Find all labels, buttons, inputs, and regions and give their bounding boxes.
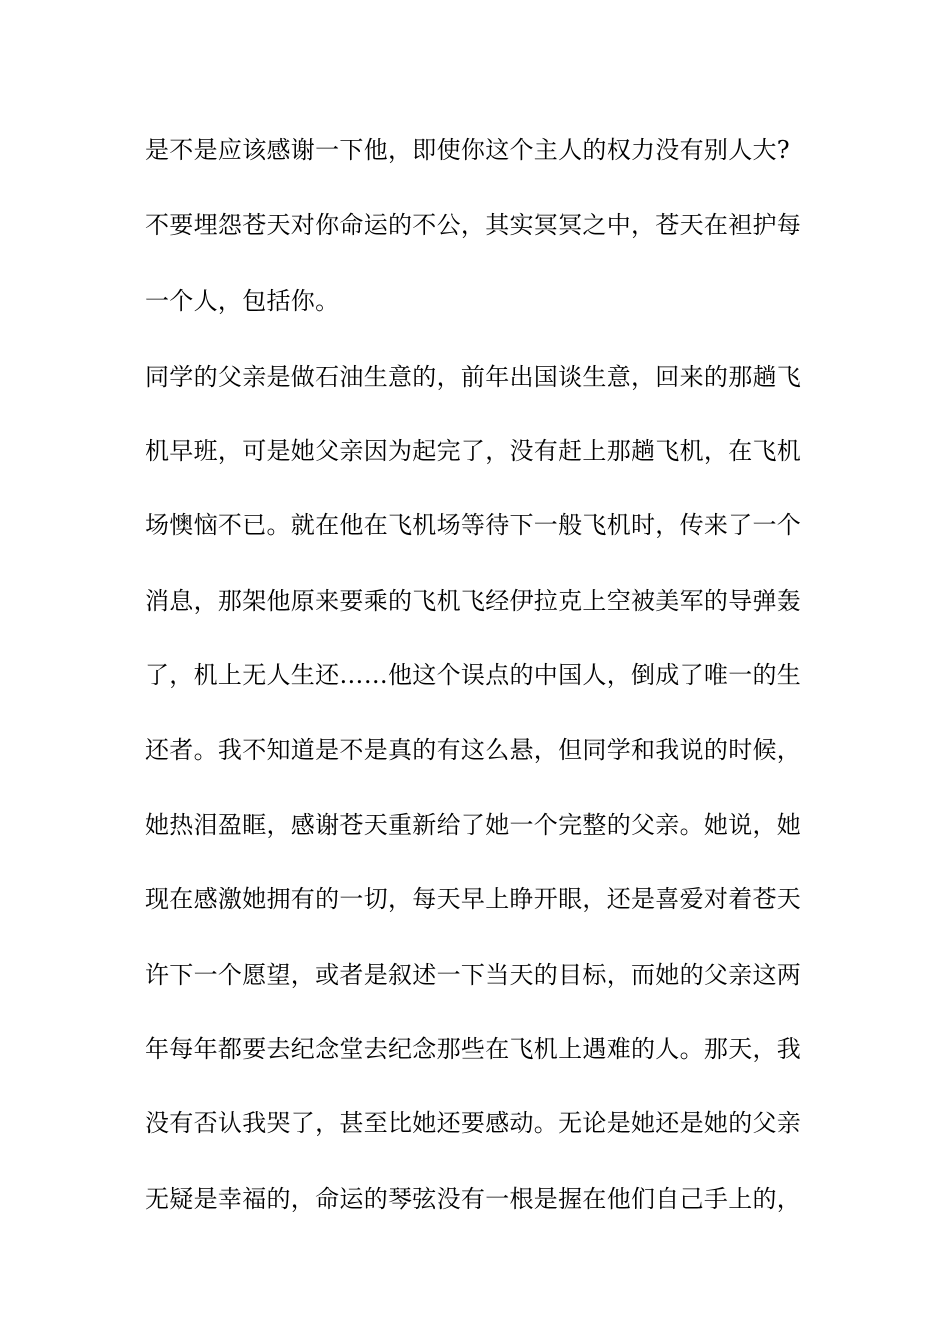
text-line: 是不是应该感谢一下他，即使你这个主人的权力没有别人大? bbox=[145, 136, 790, 164]
text-line: 没有否认我哭了，甚至比她还要感动。无论是她还是她的父亲 bbox=[145, 1109, 802, 1137]
text-line: 了，机上无人生还……他这个误点的中国人，倒成了唯一的生 bbox=[145, 661, 802, 689]
text-line: 许下一个愿望，或者是叙述一下当天的目标，而她的父亲这两 bbox=[145, 961, 802, 989]
text-line: 一个人，包括你。 bbox=[145, 287, 340, 315]
text-line: 消息，那架他原来要乘的飞机飞经伊拉克上空被美军的导弹轰 bbox=[145, 587, 802, 615]
text-line: 不要埋怨苍天对你命运的不公，其实冥冥之中，苍天在袒护每 bbox=[145, 211, 802, 239]
text-line: 机早班，可是她父亲因为起完了，没有赶上那趟飞机，在飞机 bbox=[145, 437, 802, 465]
text-line: 现在感激她拥有的一切，每天早上睁开眼，还是喜爱对着苍天 bbox=[145, 885, 802, 913]
text-line: 年每年都要去纪念堂去纪念那些在飞机上遇难的人。那天，我 bbox=[145, 1035, 802, 1063]
text-line: 场懊恼不已。就在他在飞机场等待下一般飞机时，传来了一个 bbox=[145, 511, 802, 539]
text-line: 还者。我不知道是不是真的有这么悬，但同学和我说的时候， bbox=[145, 736, 802, 764]
text-line: 她热泪盈眶，感谢苍天重新给了她一个完整的父亲。她说，她 bbox=[145, 811, 802, 839]
text-line: 无疑是幸福的，命运的琴弦没有一根是握在他们自己手上的， bbox=[145, 1185, 802, 1213]
text-line: 同学的父亲是做石油生意的，前年出国谈生意，回来的那趟飞 bbox=[145, 363, 802, 391]
